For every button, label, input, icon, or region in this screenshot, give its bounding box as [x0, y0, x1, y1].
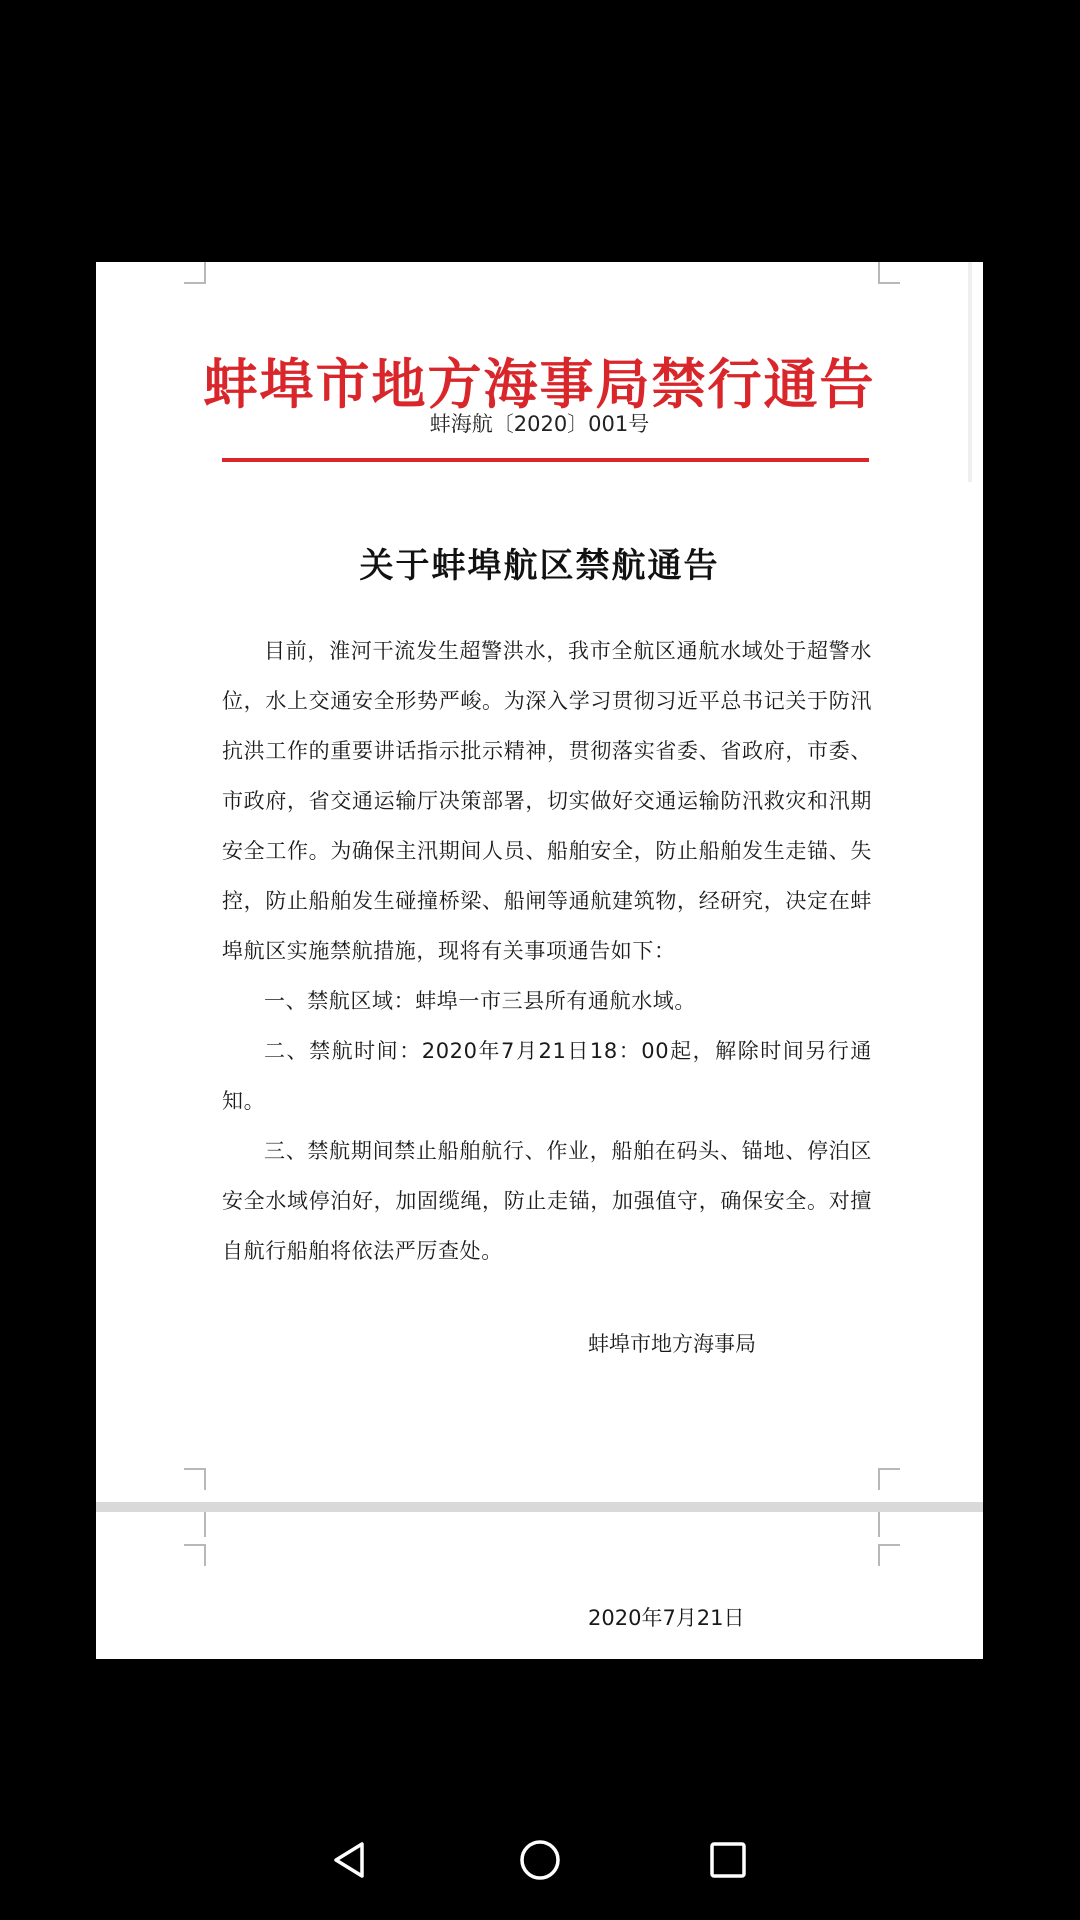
- recents-square-icon: [706, 1838, 750, 1882]
- crop-mark: [878, 262, 900, 284]
- issue-date: 2020年7月21日: [588, 1606, 745, 1630]
- crop-mark: [184, 262, 206, 284]
- home-button[interactable]: [510, 1830, 570, 1890]
- page-separator: [96, 1502, 983, 1512]
- recents-button[interactable]: [698, 1830, 758, 1890]
- document-page-1[interactable]: [96, 262, 983, 1502]
- crop-mark: [184, 1544, 206, 1566]
- header-divider: [222, 458, 869, 462]
- crop-mark: [878, 1544, 900, 1566]
- paragraph-intro: 目前，淮河干流发生超警洪水，我市全航区通航水域处于超警水位，水上交通安全形势严峻。为深入学习贯彻习近平总书记关于防汛抗洪工作的重要讲话指示批示精神，贯彻落实省委、省政府，市委、市政府，省交通运输厅决策部署，切实做好交通运输防汛救灾和汛期安全工作。为确保主汛期间人员、船舶安全，防止船舶发生走锚、失控，防止船舶发生碰撞桥梁、船闸等通航建筑物，经研究，决定在蚌埠航区实施禁航措施，现将有关事项通告如下：: [222, 639, 872, 963]
- paragraph-area: 一、禁航区域：蚌埠一市三县所有通航水域。: [264, 989, 696, 1013]
- page-edge-shadow: [968, 262, 972, 482]
- issuer-signature: 蚌埠市地方海事局: [588, 1332, 756, 1356]
- crop-mark: [184, 1512, 206, 1537]
- back-triangle-icon: [328, 1838, 372, 1882]
- document-number: 蚌海航〔2020〕001号: [429, 412, 650, 436]
- header-title: 蚌埠市地方海事局禁行通告: [203, 353, 876, 416]
- document-page-2[interactable]: [96, 1512, 983, 1659]
- home-circle-icon: [517, 1837, 563, 1883]
- notice-title: 关于蚌埠航区禁航通告: [359, 546, 720, 586]
- back-button[interactable]: [320, 1830, 380, 1890]
- crop-mark: [184, 1468, 206, 1490]
- notice-body: [222, 626, 872, 1276]
- crop-mark: [878, 1512, 900, 1537]
- paragraph-time: 二、禁航时间：2020年7月21日18：00起，解除时间另行通知。: [222, 1039, 872, 1113]
- navigation-bar: [0, 1800, 1080, 1920]
- paragraph-rules: 三、禁航期间禁止船舶航行、作业，船舶在码头、锚地、停泊区安全水域停泊好，加固缆绳，防止走锚，加强值守，确保安全。对擅自航行船舶将依法严厉查处。: [222, 1139, 872, 1263]
- crop-mark: [878, 1468, 900, 1490]
